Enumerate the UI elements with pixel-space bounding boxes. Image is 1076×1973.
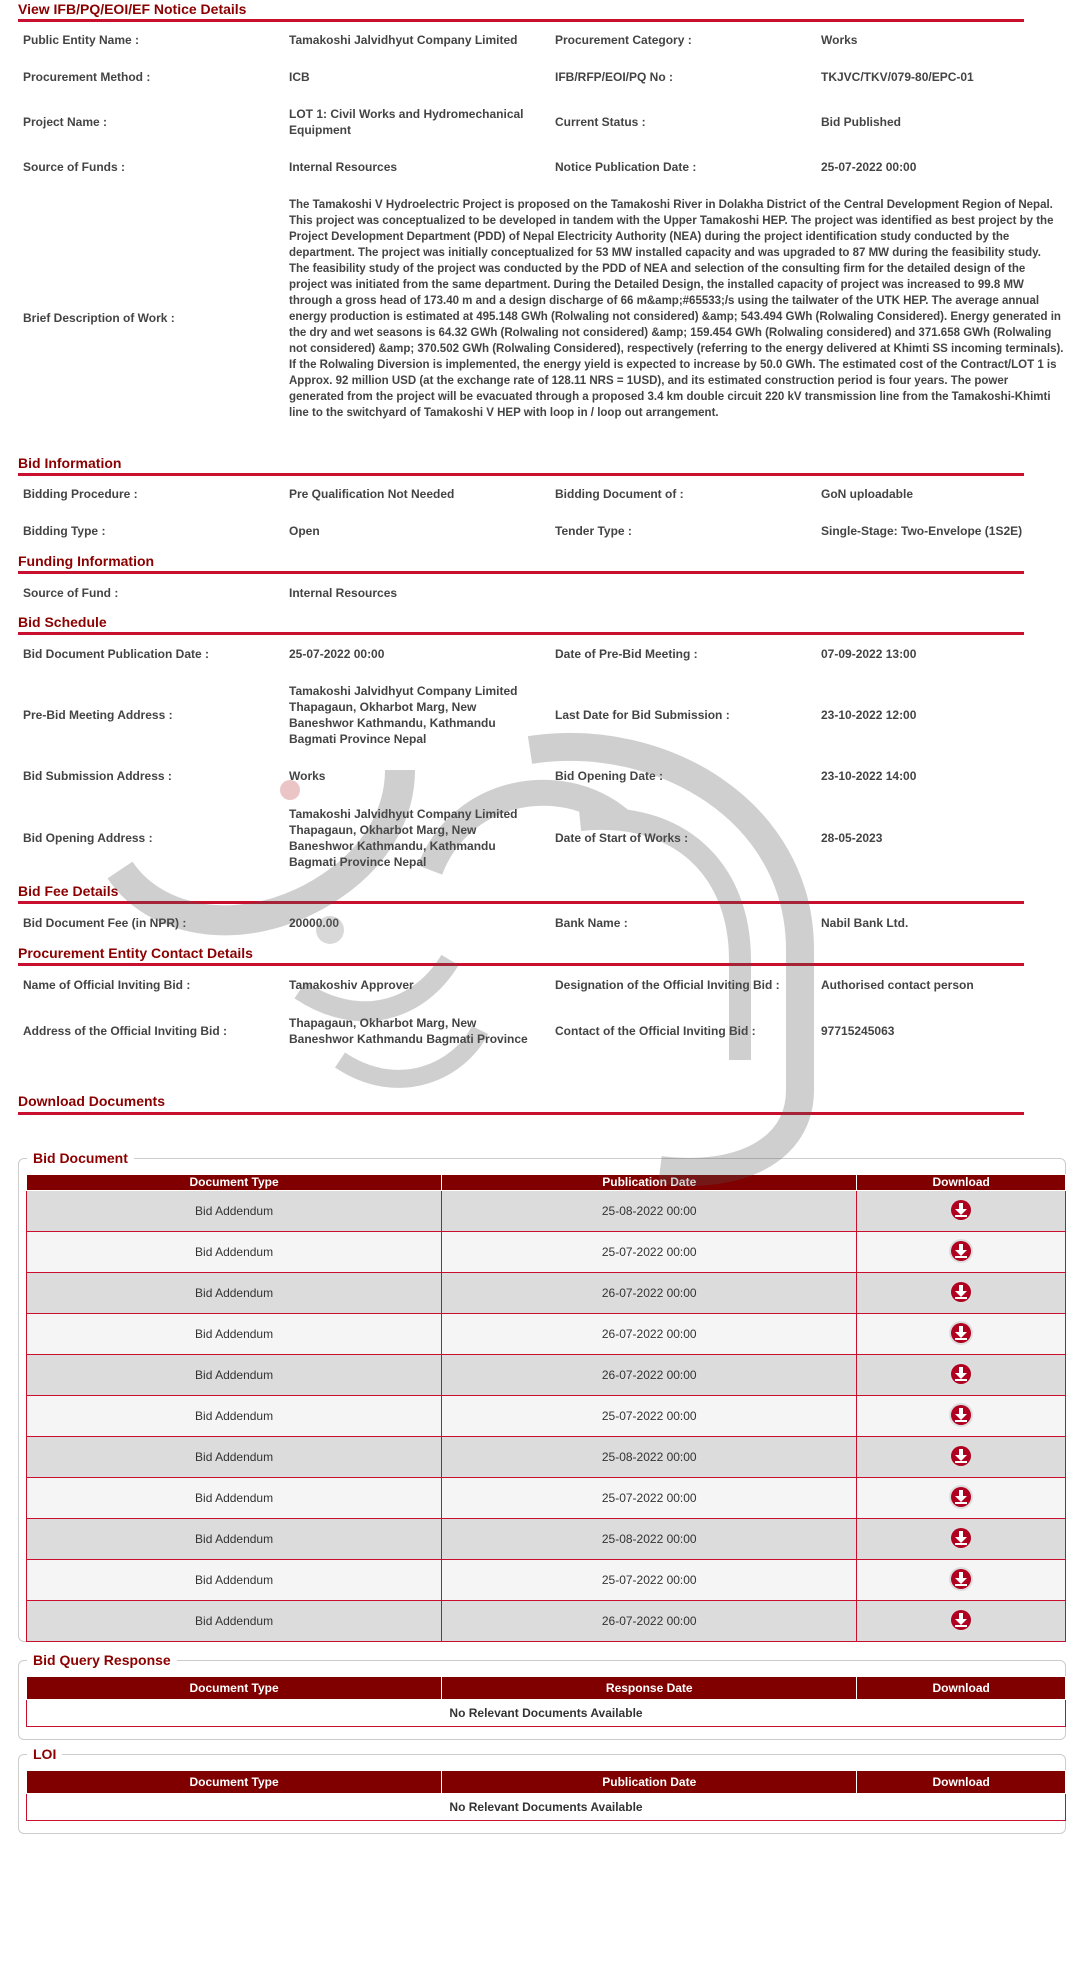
contact-number-value: 97715245063	[821, 1024, 895, 1038]
table-row	[27, 1437, 1066, 1478]
section-download-documents: Download Documents	[18, 1092, 1024, 1115]
bank-name-label: Bank Name :	[555, 916, 628, 930]
bidding-type-label: Bidding Type :	[23, 524, 106, 538]
source-of-fund-value: Internal Resources	[289, 586, 398, 600]
document-type-cell: Bid Addendum	[27, 1437, 442, 1478]
bidding-type-value: Open	[289, 524, 320, 538]
bidding-document-value: GoN uploadable	[821, 487, 914, 501]
designation-label: Designation of the Official Inviting Bid :	[555, 978, 780, 992]
pre-bid-date-label: Date of Pre-Bid Meeting :	[555, 647, 698, 661]
col-response-date: Response Date	[442, 1677, 857, 1700]
procurement-method-value: ICB	[289, 70, 310, 84]
download-arrow-icon[interactable]	[951, 1282, 971, 1302]
start-works-label: Date of Start of Works :	[555, 831, 689, 845]
col-download: Download	[857, 1771, 1066, 1794]
brief-description-value: The Tamakoshi V Hydroelectric Project is proposed on the Tamakoshi River in Dolakha District of the Central Development Region of Nepal. This project was conceptualized to be developed in tandem with the Upper Tamakoshi HEP. The project was identified as best project by the Project Development Department (PDD) of Nepal Electricity Authority (NEA) during the project identification study conducted by the department. The project was initially conceptualized for 53 MW installed capacity and was upgraded to 87 MW during the feasibility study. The feasibility study of the project was conducted by the PDD of NEA and selection of the consulting firm for the detailed design of the project was initiated from the same department. During the Detailed Design, the installed capacity of project was increased to 99.8 MW through a gross head of 173.40 m and a design discharge of 66 m&amp;#65533;/s using the tailwater of the UTK HEP. The average annual energy production is estimated at 495.148 GWh (Rolwaling not considered) &amp; 543.494 GWh (Rolwaling Considered). Energy generated in the dry and wet seasons is 64.32 GWh (Rolwaling not considered) &amp; 159.454 GWh (Rolwaling considered) and 371.658 GWh (Rolwaling not considered) &amp; 370.502 GWh (Rolwaling Considered), respectively (referring to the energy delivered at Khimti SS incoming terminals). If the Rolwaling Diversion is implemented, the energy yield is expected to increase by 50.0 GWh. The estimated cost of the Contract/LOT 1 is Approx. 92 million USD (at the exchange rate of 128.11 NRS = 1USD), and its estimated construction period is four years. The power generated from the project will be evacuated through a proposed 3.4 km double circuit 220 kV transmission line from the Tamakoshi-Khimti line to the switchyard of Tamakoshi V HEP with loop in / loop out arrangement.	[289, 199, 1064, 419]
table-row	[27, 1232, 1066, 1273]
opening-date-label: Bid Opening Date :	[555, 769, 663, 783]
opening-address-label: Bid Opening Address :	[23, 831, 153, 845]
download-arrow-icon[interactable]	[951, 1364, 971, 1384]
table-row	[27, 1560, 1066, 1601]
download-cell	[857, 1396, 1066, 1437]
opening-address-value: Tamakoshi Jalvidhyut Company Limited Thapagaun, Okharbot Marg, New Baneshwor Kathmandu, Kathmandu Bagmati Province Nepal	[289, 807, 518, 869]
pre-bid-address-label: Pre-Bid Meeting Address :	[23, 708, 173, 722]
submission-address-label: Bid Submission Address :	[23, 769, 172, 783]
document-type-cell: Bid Addendum	[27, 1191, 442, 1232]
col-publication-date: Publication Date	[442, 1175, 857, 1191]
doc-pub-date-value: 25-07-2022 00:00	[289, 647, 385, 661]
col-document-type: Document Type	[27, 1677, 442, 1700]
pre-bid-address-value: Tamakoshi Jalvidhyut Company Limited Thapagaun, Okharbot Marg, New Baneshwor Kathmandu, Kathmandu Bagmati Province Nepal	[289, 684, 518, 746]
contact-number-label: Contact of the Official Inviting Bid :	[555, 1024, 756, 1038]
notice-pub-date-label: Notice Publication Date :	[555, 160, 697, 174]
current-status-value: Bid Published	[821, 115, 902, 129]
section-bid-information: Bid Information	[18, 454, 1024, 476]
publication-date-cell: 26-07-2022 00:00	[442, 1601, 857, 1642]
download-cell	[857, 1437, 1066, 1478]
table-row	[27, 1519, 1066, 1560]
table-row	[27, 1478, 1066, 1519]
section-contact-details: Procurement Entity Contact Details	[18, 944, 1024, 966]
opening-date-value: 23-10-2022 14:00	[821, 769, 917, 783]
bid-fee-value: 20000.00	[289, 916, 340, 930]
document-type-cell: Bid Addendum	[27, 1519, 442, 1560]
download-cell	[857, 1478, 1066, 1519]
col-publication-date: Publication Date	[442, 1771, 857, 1794]
document-type-cell: Bid Addendum	[27, 1355, 442, 1396]
table-header-row	[27, 1677, 1066, 1700]
official-address-label: Address of the Official Inviting Bid :	[23, 1024, 228, 1038]
bid-document-table	[26, 1174, 1066, 1642]
col-download: Download	[857, 1677, 1066, 1700]
download-cell	[857, 1232, 1066, 1273]
ifb-no-value: TKJVC/TKV/079-80/EPC-01	[821, 70, 974, 84]
table-row	[27, 1273, 1066, 1314]
download-cell	[857, 1314, 1066, 1355]
publication-date-cell: 25-07-2022 00:00	[442, 1396, 857, 1437]
bank-name-value: Nabil Bank Ltd.	[821, 916, 909, 930]
source-of-funds-value: Internal Resources	[289, 160, 398, 174]
download-arrow-icon[interactable]	[951, 1446, 971, 1466]
publication-date-cell: 25-08-2022 00:00	[442, 1191, 857, 1232]
brief-description-label: Brief Description of Work :	[23, 311, 175, 325]
download-arrow-icon[interactable]	[951, 1241, 971, 1261]
official-address-value: Thapagaun, Okharbot Marg, New Baneshwor Kathmandu Bagmati Province	[289, 1016, 528, 1046]
document-type-cell: Bid Addendum	[27, 1314, 442, 1355]
download-arrow-icon[interactable]	[951, 1487, 971, 1507]
tender-type-value: Single-Stage: Two-Envelope (1S2E)	[821, 524, 1023, 538]
current-status-label: Current Status :	[555, 115, 646, 129]
project-name-label: Project Name :	[23, 115, 108, 129]
loi-panel	[18, 1746, 1066, 1834]
col-download: Download	[857, 1175, 1066, 1191]
start-works-value: 28-05-2023	[821, 831, 883, 845]
empty-message: No Relevant Documents Available	[27, 1794, 1066, 1821]
download-arrow-icon[interactable]	[951, 1610, 971, 1630]
procurement-category-label: Procurement Category :	[555, 33, 692, 47]
bid-document-rows	[27, 1191, 1066, 1642]
official-name-value: Tamakoshiv Approver	[289, 978, 414, 992]
public-entity-value: Tamakoshi Jalvidhyut Company Limited	[289, 33, 518, 47]
document-type-cell: Bid Addendum	[27, 1478, 442, 1519]
publication-date-cell: 26-07-2022 00:00	[442, 1355, 857, 1396]
download-cell	[857, 1519, 1066, 1560]
download-arrow-icon[interactable]	[951, 1569, 971, 1589]
source-of-fund-label: Source of Fund :	[23, 586, 119, 600]
procurement-category-value: Works	[821, 33, 858, 47]
table-row	[27, 1355, 1066, 1396]
last-date-value: 23-10-2022 12:00	[821, 708, 917, 722]
section-bid-schedule: Bid Schedule	[18, 613, 1024, 635]
download-cell	[857, 1273, 1066, 1314]
table-row	[27, 1314, 1066, 1355]
submission-address-value: Works	[289, 769, 326, 783]
publication-date-cell: 25-07-2022 00:00	[442, 1478, 857, 1519]
col-document-type: Document Type	[27, 1175, 442, 1191]
table-header-row	[27, 1771, 1066, 1794]
publication-date-cell: 26-07-2022 00:00	[442, 1314, 857, 1355]
notice-pub-date-value: 25-07-2022 00:00	[821, 160, 917, 174]
bidding-document-label: Bidding Document of :	[555, 487, 684, 501]
official-name-label: Name of Official Inviting Bid :	[23, 978, 191, 992]
bidding-procedure-label: Bidding Procedure :	[23, 487, 138, 501]
publication-date-cell: 25-08-2022 00:00	[442, 1437, 857, 1478]
designation-value: Authorised contact person	[821, 978, 974, 992]
publication-date-cell: 25-07-2022 00:00	[442, 1560, 857, 1601]
empty-message: No Relevant Documents Available	[27, 1700, 1066, 1727]
doc-pub-date-label: Bid Document Publication Date :	[23, 647, 210, 661]
last-date-label: Last Date for Bid Submission :	[555, 708, 730, 722]
document-type-cell: Bid Addendum	[27, 1396, 442, 1437]
loi-table	[26, 1770, 1066, 1821]
download-cell	[857, 1191, 1066, 1232]
document-type-cell: Bid Addendum	[27, 1273, 442, 1314]
publication-date-cell: 25-07-2022 00:00	[442, 1232, 857, 1273]
download-arrow-icon[interactable]	[951, 1405, 971, 1425]
publication-date-cell: 26-07-2022 00:00	[442, 1273, 857, 1314]
bid-query-panel	[18, 1652, 1066, 1740]
download-cell	[857, 1355, 1066, 1396]
public-entity-label: Public Entity Name :	[23, 33, 140, 47]
bid-document-legend: Bid Document	[27, 1150, 134, 1166]
bid-document-panel	[18, 1150, 1066, 1642]
loi-legend: LOI	[27, 1746, 62, 1762]
download-cell	[857, 1560, 1066, 1601]
bid-fee-label: Bid Document Fee (in NPR) :	[23, 916, 187, 930]
publication-date-cell: 25-08-2022 00:00	[442, 1519, 857, 1560]
table-row	[27, 1191, 1066, 1232]
section-notice-details: View IFB/PQ/EOI/EF Notice Details	[18, 0, 1024, 22]
table-row	[27, 1700, 1066, 1727]
table-row	[27, 1601, 1066, 1642]
table-row	[27, 1396, 1066, 1437]
tender-type-label: Tender Type :	[555, 524, 632, 538]
bid-query-legend: Bid Query Response	[27, 1652, 177, 1668]
source-of-funds-label: Source of Funds :	[23, 160, 125, 174]
project-name-value: LOT 1: Civil Works and Hydromechanical Equipment	[289, 107, 524, 137]
document-type-cell: Bid Addendum	[27, 1601, 442, 1642]
col-document-type: Document Type	[27, 1771, 442, 1794]
download-arrow-icon[interactable]	[951, 1528, 971, 1548]
pre-bid-date-value: 07-09-2022 13:00	[821, 647, 917, 661]
section-funding-information: Funding Information	[18, 552, 1024, 574]
ifb-no-label: IFB/RFP/EOI/PQ No :	[555, 70, 674, 84]
download-cell	[857, 1601, 1066, 1642]
document-type-cell: Bid Addendum	[27, 1560, 442, 1601]
bidding-procedure-value: Pre Qualification Not Needed	[289, 487, 455, 501]
bid-query-table	[26, 1676, 1066, 1727]
download-arrow-icon[interactable]	[951, 1323, 971, 1343]
table-row	[27, 1794, 1066, 1821]
table-header-row	[27, 1175, 1066, 1191]
procurement-method-label: Procurement Method :	[23, 70, 151, 84]
download-arrow-icon[interactable]	[951, 1200, 971, 1220]
document-type-cell: Bid Addendum	[27, 1232, 442, 1273]
section-bid-fee-details: Bid Fee Details	[18, 882, 1024, 904]
